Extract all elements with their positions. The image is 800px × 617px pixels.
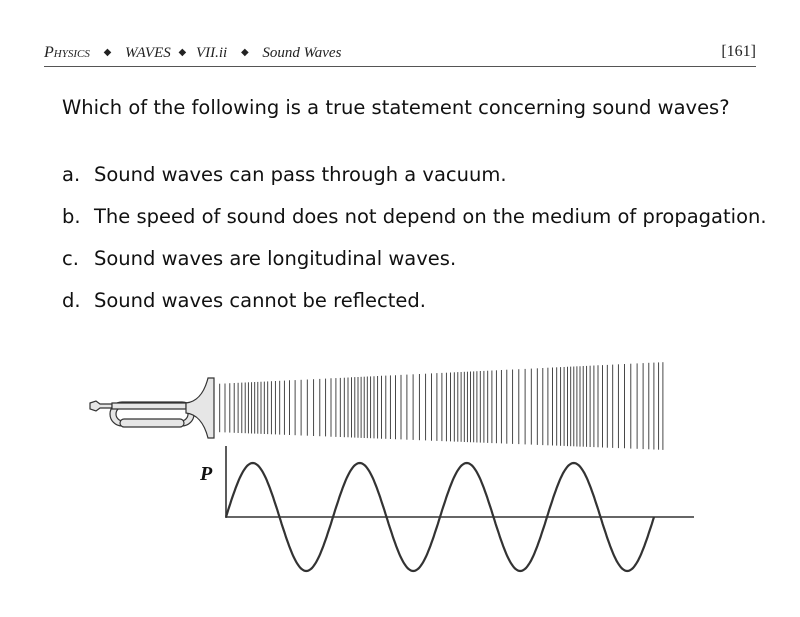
bullet-separator: ◆: [240, 47, 249, 58]
sound-wave-figure: [0, 340, 800, 590]
answer-option-d[interactable]: [62, 288, 767, 330]
option-letter: d.: [62, 289, 81, 312]
topic-label: Sound Waves: [262, 45, 342, 61]
question-text: Which of the following is a true statement concerning sound waves?: [62, 96, 730, 119]
answer-option-b[interactable]: [62, 204, 767, 246]
answer-option-c[interactable]: [62, 246, 767, 288]
option-letter: b.: [62, 205, 81, 228]
breadcrumb: [44, 44, 341, 62]
answer-options: [62, 162, 767, 330]
option-letter: c.: [62, 247, 79, 270]
option-text: The speed of sound does not depend on the medium of propagation.: [94, 205, 767, 228]
page-number: [161]: [721, 43, 756, 60]
bullet-separator: ◆: [103, 47, 112, 58]
sound-wave-beam: [214, 362, 663, 450]
option-letter: a.: [62, 163, 81, 186]
section-label: VII.ii: [195, 45, 228, 61]
option-text: Sound waves can pass through a vacuum.: [94, 163, 507, 186]
option-text: Sound waves are longitudinal waves.: [94, 247, 457, 270]
chapter-label: WAVES: [125, 45, 171, 61]
pressure-axis-label: P: [200, 463, 213, 485]
bullet-separator: ◆: [178, 47, 187, 58]
answer-option-a[interactable]: [62, 162, 767, 204]
subject-label: Physics: [44, 44, 90, 61]
pressure-graph: [199, 446, 694, 571]
trumpet-icon: [90, 378, 214, 438]
page-header: [44, 40, 756, 67]
option-text: Sound waves cannot be reflected.: [94, 289, 426, 312]
